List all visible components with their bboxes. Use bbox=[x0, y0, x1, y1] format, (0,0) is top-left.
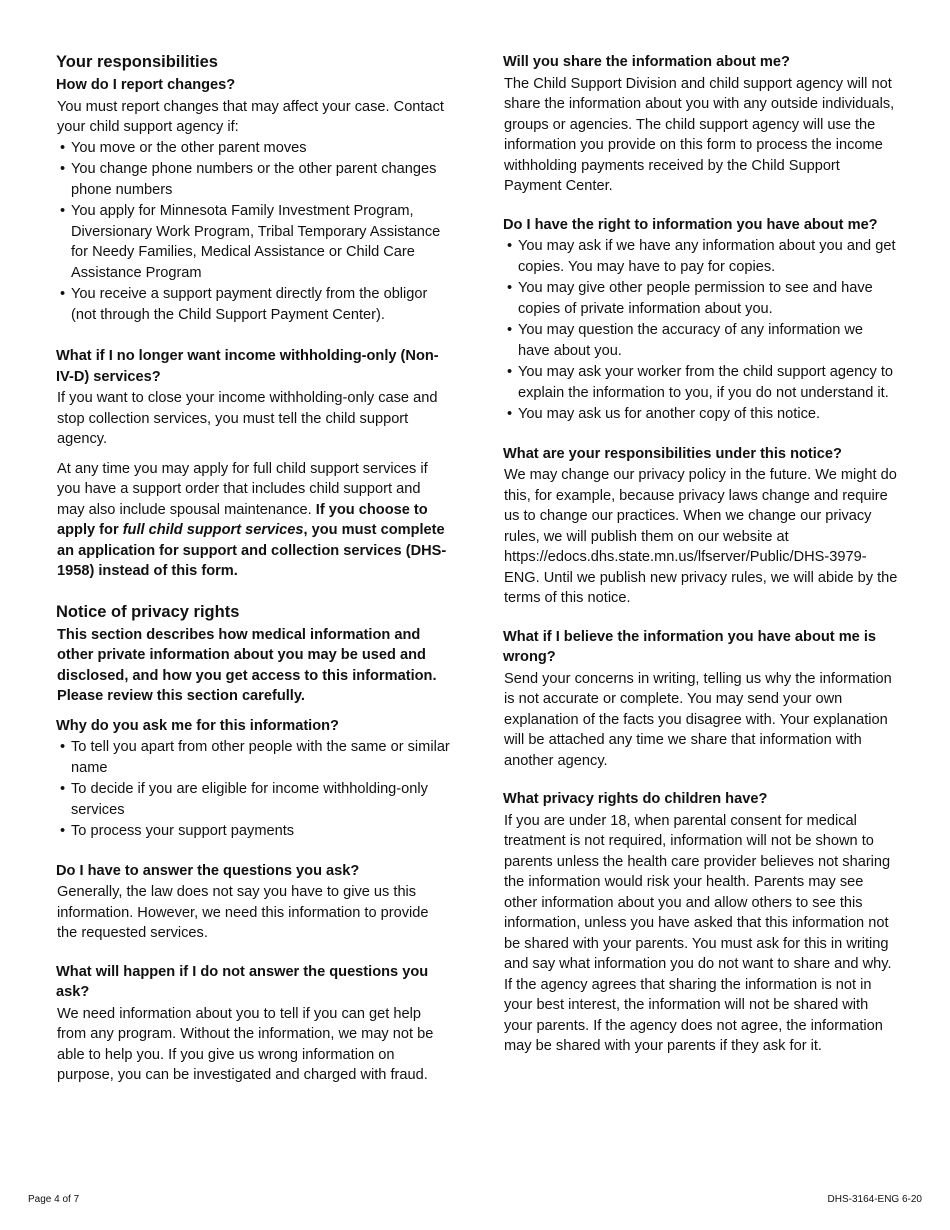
right-column bbox=[503, 52, 898, 1057]
report-changes-heading: How do I report changes? bbox=[56, 77, 236, 93]
responsibilities-notice-heading: What are your responsibilities under this notice? bbox=[503, 445, 842, 462]
full-services-text-a: At any time you may apply for full child support services if you have a support order that includes child support and may also include spousal maintenance. bbox=[57, 460, 428, 518]
no-longer-heading: What if I no longer want income withholding-only (Non-IV-D) services? bbox=[56, 348, 439, 385]
privacy-title: Notice of privacy rights bbox=[56, 602, 240, 621]
no-longer-text: If you want to close your income withholding-only case and stop collection services, you must tell the child support agency. bbox=[57, 390, 438, 447]
responsibilities-title: Your responsibilities bbox=[56, 53, 218, 71]
responsibilities-notice-text: We may change our privacy policy in the future. We might do this, for example, because privacy laws change and require us to change our practices. When we change our privacy rules, we will publish them on our website at https://edocs.dhs.state.mn.us/lfserver/Public/DHS-3979-ENG. Until we publish new privacy rules, we will abide by the terms of this notice. bbox=[504, 467, 898, 606]
list-item: • You may ask your worker from the child support agency to explain the information to you, if you do not understand it. bbox=[503, 362, 898, 403]
list-item: • To process your support payments bbox=[56, 821, 451, 842]
list-item: • You move or the other parent moves bbox=[56, 138, 451, 159]
page-number: Page 4 of 7 bbox=[28, 1194, 80, 1205]
list-item: • You apply for Minnesota Family Investment Program, Diversionary Work Program, Tribal Temporary Assistance for Needy Families, Medical Assistance or Child Care Assistance Program bbox=[56, 201, 451, 283]
right-to-info-heading: Do I have the right to information you have about me? bbox=[503, 216, 878, 233]
left-column bbox=[56, 52, 451, 1086]
children-rights-heading: What privacy rights do children have? bbox=[503, 791, 768, 807]
share-text: The Child Support Division and child support agency will not share the information about you with any outside individuals, groups or agencies. The child support agency will use the information you provide on this form to process the income withholding payments received by the Child Support Payment Center. bbox=[504, 75, 895, 194]
privacy-intro: This section describes how medical information and other private information about you may be used and disclosed, and how you get access to this information. Please review this section carefully. bbox=[57, 626, 437, 704]
answer-text: Generally, the law does not say you have to give us this information. However, we need this information to provide the requested services. bbox=[57, 884, 429, 941]
full-services-text bbox=[56, 459, 451, 582]
info-wrong-heading: What if I believe the information you have about me is wrong? bbox=[503, 628, 877, 665]
answer-heading: Do I have to answer the questions you ask? bbox=[56, 862, 360, 879]
report-changes-intro: You must report changes that may affect your case. Contact your child support agency if: bbox=[57, 98, 444, 135]
list-item: • You may give other people permission to see and have copies of private information about you. bbox=[503, 278, 898, 319]
no-answer-text: We need information about you to tell if you can get help from any program. Without the information, we may not be able to help you. If you give us wrong information on purpose, you can be investigated and charged with fraud. bbox=[57, 1005, 434, 1083]
children-rights-text: If you are under 18, when parental consent for medical treatment is not required, information will not be shown to parents unless the health care provider believes not sharing the information would risk your health. Parents may see other information about you and allow others to see this information, unless you have asked that this information not be shared with your parents. You must ask for this in writing and say what information you do not want to share and why. If the agency agrees that sharing the information is not in your best interest, the information will not be shared with your parents. If the agency does not agree, the information may be shared with your parents if they ask for it. bbox=[504, 812, 892, 1054]
right-to-info-list bbox=[503, 236, 898, 425]
report-changes-list bbox=[56, 138, 451, 326]
list-item: • You change phone numbers or the other parent changes phone numbers bbox=[56, 159, 451, 200]
list-item: • You may ask us for another copy of this notice. bbox=[503, 404, 898, 425]
share-heading: Will you share the information about me? bbox=[503, 54, 790, 70]
why-ask-list bbox=[56, 737, 451, 842]
info-wrong-text: Send your concerns in writing, telling us why the information is not accurate or complete. You may send your own explanation of the facts you disagree with. Your explanation will be attached any time we share that information with another agency. bbox=[504, 670, 892, 769]
list-item: • You may question the accuracy of any information we have about you. bbox=[503, 320, 898, 361]
list-item: • You may ask if we have any information about you and get copies. You may have to pay for copies. bbox=[503, 236, 898, 277]
list-item: • You receive a support payment directly from the obligor (not through the Child Support Payment Center). bbox=[56, 284, 451, 325]
no-answer-heading: What will happen if I do not answer the questions you ask? bbox=[56, 963, 429, 1000]
full-services-text-d: , you must complete an application for support and collection services (DHS-1958) instead of this form. bbox=[57, 522, 447, 579]
why-ask-heading: Why do you ask me for this information? bbox=[56, 717, 339, 734]
list-item: • To decide if you are eligible for income withholding-only services bbox=[56, 779, 451, 820]
full-services-text-c: full child support services bbox=[122, 522, 304, 538]
list-item: • To tell you apart from other people with the same or similar name bbox=[56, 737, 451, 778]
full-services-text-b: If you choose to apply for bbox=[57, 501, 428, 538]
form-id: DHS-3164-ENG 6-20 bbox=[827, 1194, 922, 1205]
